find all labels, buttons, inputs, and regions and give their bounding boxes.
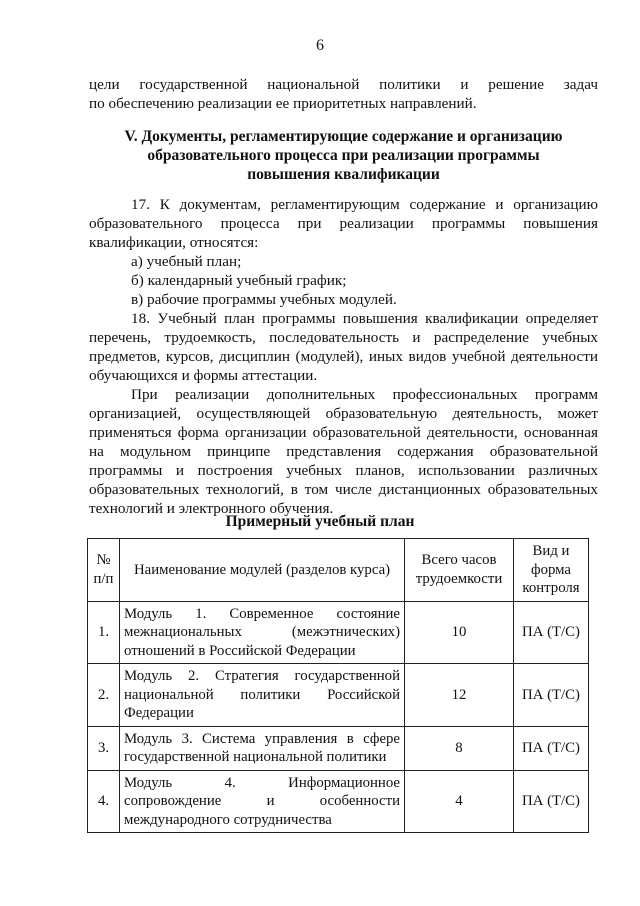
module-control-form: ПА (Т/С) [514,601,589,664]
header-hours: Всего часов трудоемкости [405,539,514,602]
table-row [88,726,589,770]
intro-line-1: цели государственной национальной политики и решение задач [89,76,598,93]
module-control-form: ПА (Т/С) [514,770,589,833]
list-item-c: в) рабочие программы учебных модулей. [131,291,397,308]
paragraph-18: 18. Учебный план программы повышения квалификации определяет перечень, трудоемкость, последовательность и распределение учебных предметов, курсов, дисциплин (модулей), иных видов учебной деятельности обучающихся и формы аттестации. [89,310,598,384]
table-row [88,770,589,833]
module-hours: 12 [405,664,514,727]
table-header-row [88,539,589,602]
table-row [88,664,589,727]
list-item-b: б) календарный учебный график; [131,272,347,289]
module-name: Модуль 3. Система управления в сфере государственной национальной политики [120,726,405,770]
table-title: Примерный учебный план [225,513,415,530]
section-heading-line-1: V. Документы, регламентирующие содержание и организацию [124,128,563,145]
module-hours: 4 [405,770,514,833]
module-control-form: ПА (Т/С) [514,664,589,727]
header-control-form: Вид и форма контроля [514,539,589,602]
intro-paragraph [89,75,598,113]
intro-line-2: по обеспечению реализации ее приоритетных направлений. [89,95,477,112]
header-number: № п/п [88,539,120,602]
module-hours: 10 [405,601,514,664]
row-number: 3. [88,726,120,770]
module-name: Модуль 1. Современное состояние межнациональных (межэтнических) отношений в Российской Федерации [120,601,405,664]
module-name: Модуль 4. Информационное сопровождение и особенности международного сотрудничества [120,770,405,833]
section-heading [89,127,598,184]
paragraph-17: 17. К документам, регламентирующим содержание и организацию образовательного процесса при реализации программы повышения квалификации, относятся: [89,196,598,251]
list-item-a: а) учебный план; [131,253,242,270]
module-hours: 8 [405,726,514,770]
body-text [89,195,598,518]
module-control-form: ПА (Т/С) [514,726,589,770]
section-heading-line-2: образовательного процесса при реализации программы [147,147,540,164]
page-number: 6 [316,37,324,54]
row-number: 4. [88,770,120,833]
row-number: 2. [88,664,120,727]
section-heading-line-3: повышения квалификации [247,166,440,183]
table-row [88,601,589,664]
curriculum-table [87,538,589,833]
module-name: Модуль 2. Стратегия государственной национальной политики Российской Федерации [120,664,405,727]
header-module-name: Наименование модулей (разделов курса) [120,539,405,602]
row-number: 1. [88,601,120,664]
paragraph-19: При реализации дополнительных профессиональных программ организацией, осуществляющей образовательную деятельность, может применяться форма организации образовательной деятельности, основанная на модульном принципе представления содержания образовательной программы и построения учебных планов, использовании различных образовательных технологий, в том числе дистанционных образовательных технологий и электронного обучения. [89,386,598,517]
